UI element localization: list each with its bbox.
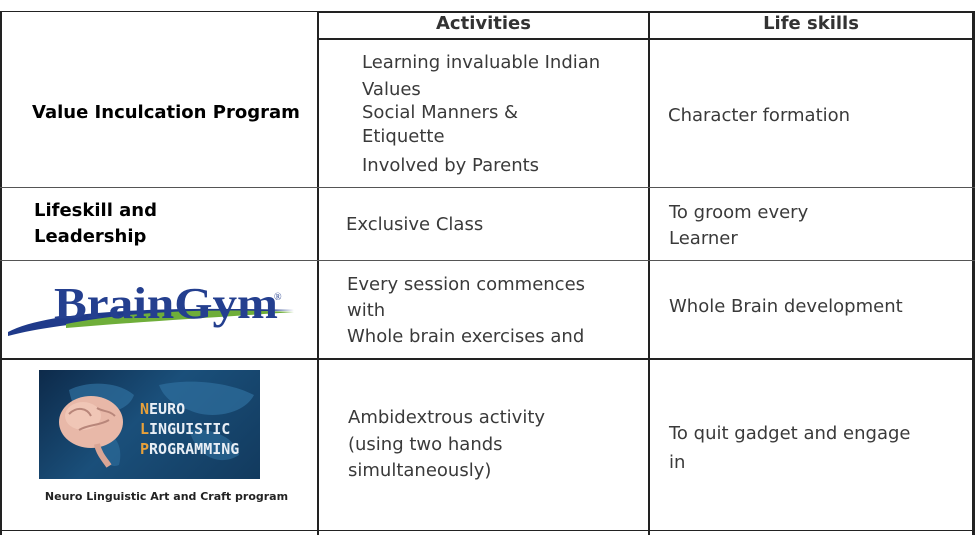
row-label-lifeskill-line: Leadership [34,226,147,247]
row3-activity-line: with [347,300,386,321]
row3-life-skill: Whole Brain development [669,296,903,317]
row1-activity-line: Values [362,79,421,100]
braingym-logo [6,278,298,344]
row1-activity-line: Etiquette [362,126,445,147]
row3-activities-cell [347,272,647,358]
row1-life-skill: Character formation [668,105,851,126]
row-divider-2 [0,260,975,261]
row2-activity: Exclusive Class [346,214,484,235]
row4-life-skill-line: in [669,452,686,473]
table-bottom-border [0,530,975,531]
nlp-caption: Neuro Linguistic Art and Craft program [44,490,289,503]
row2-life-skill-line: Learner [669,228,738,249]
row1-activity-line: Learning invaluable Indian [362,52,601,73]
row3-activity-line: Whole brain exercises and [347,326,585,347]
left-outer-border [0,11,2,535]
header-life-skills: Life skills [763,13,859,34]
row-label-value-inculcation: Value Inculcation Program [32,102,300,123]
header-activities: Activities [436,13,531,34]
row4-activity-line: (using two hands [348,434,503,455]
nlp-word-linguistic: LINGUISTIC [140,420,231,438]
row1-activity-line: Involved by Parents [362,155,540,176]
row4-activity-line: simultaneously) [348,460,492,481]
header-bottom-border [317,38,974,40]
brain-icon [39,370,139,479]
nlp-word-programming: PROGRAMMING [140,440,240,458]
braingym-wordmark: BrainGym [54,279,278,328]
col-divider-2 [648,11,650,535]
nlp-image [39,370,260,479]
nlp-word-neuro: NEURO [140,400,186,418]
col-divider-1 [317,11,319,535]
row4-life-skill-line: To quit gadget and engage [669,423,911,444]
row2-life-skill-line: To groom every [669,202,809,223]
row-divider-3 [0,358,975,360]
outer-left-top-border [0,11,317,12]
row-label-lifeskill-line: Lifeskill and [34,200,157,221]
row-divider-1 [0,187,975,188]
row3-activity-line: Every session commences [347,274,586,295]
row4-activity-line: Ambidextrous activity [348,407,546,428]
row1-activity-line: Social Manners & [362,102,519,123]
row1-activities-cell [362,50,647,187]
braingym-registered-mark: ® [274,292,282,303]
